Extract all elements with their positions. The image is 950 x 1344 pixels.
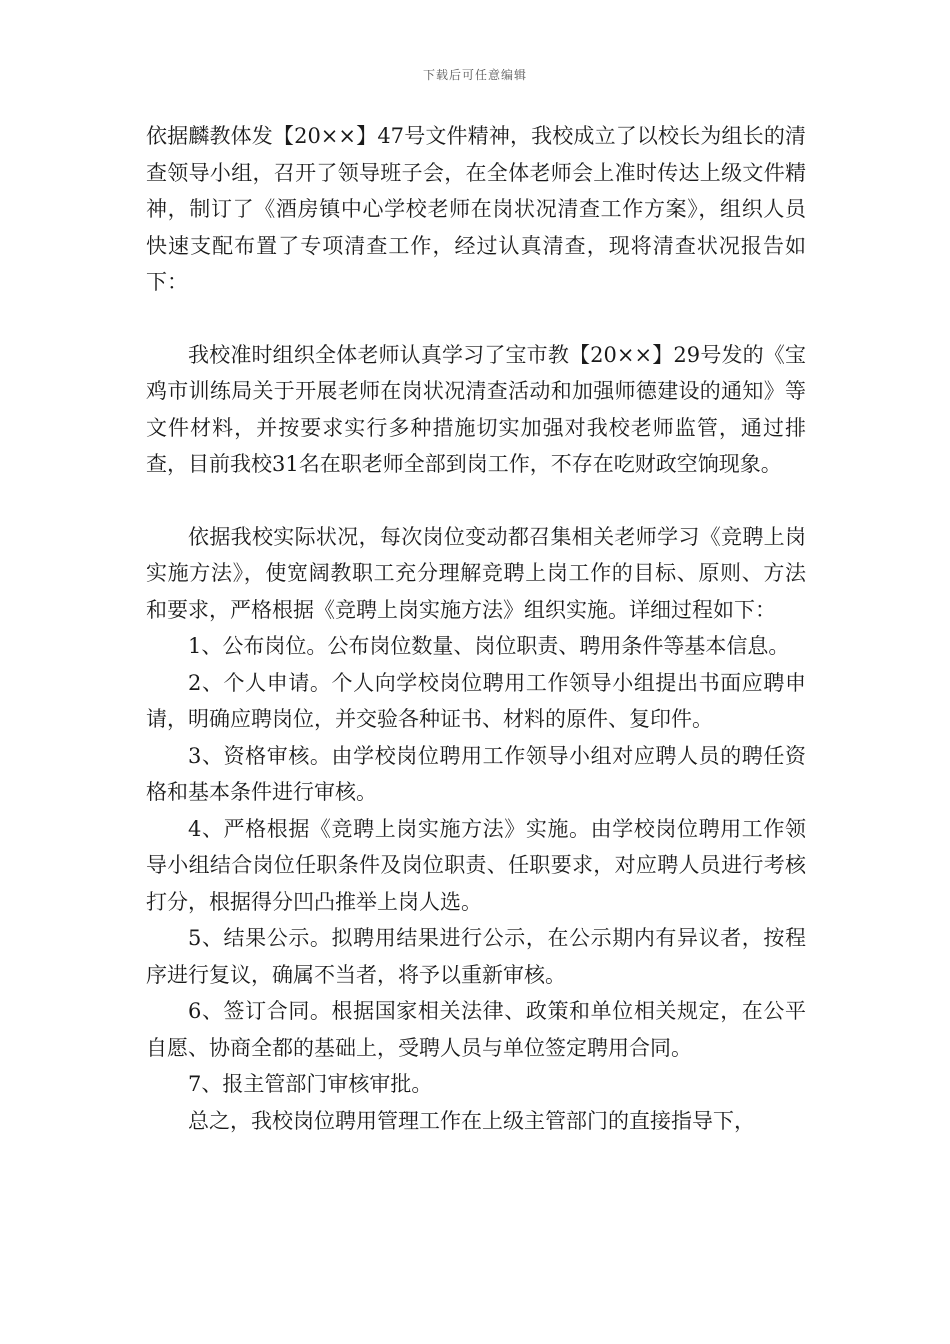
paragraph-spacer bbox=[146, 301, 806, 337]
list-item: 2、个人申请。个人向学校岗位聘用工作领导小组提出书面应聘申请，明确应聘岗位，并交验各种证书、材料的原件、复印件。 bbox=[146, 670, 806, 731]
paragraph-summary: 总之，我校岗位聘用管理工作在上级主管部门的直接指导下， bbox=[188, 1108, 755, 1133]
list-item: 7、报主管部门审核审批。 bbox=[188, 1072, 433, 1096]
list-item: 3、资格审核。由学校岗位聘用工作领导小组对应聘人员的聘任资格和基本条件进行审核。 bbox=[146, 743, 806, 804]
list-item: 4、严格根据《竞聘上岗实施方法》实施。由学校岗位聘用工作领导小组结合岗位任职条件及岗位职责、任职要求，对应聘人员进行考核打分，根据得分凹凸推举上岗人选。 bbox=[146, 816, 806, 914]
list-item: 6、签订合同。根据国家相关法律、政策和单位相关规定，在公平自愿、协商全都的基础上，受聘人员与单位签定聘用合同。 bbox=[146, 999, 806, 1060]
list-item: 5、结果公示。拟聘用结果进行公示，在公示期内有异议者，按程序进行复议，确属不当者，将予以重新审核。 bbox=[146, 926, 806, 987]
paragraph-study: 我校准时组织全体老师认真学习了宝市教【20××】29号发的《宝鸡市训练局关于开展老师在岗状况清查活动和加强师德建设的通知》等文件材料，并按要求实行多种措施切实加强对我校老师监管，通过排查，目前我校31名在职老师全部到岗工作，不存在吃财政空饷现象。 bbox=[146, 342, 806, 476]
list-item: 1、公布岗位。公布岗位数量、岗位职责、聘用条件等基本信息。 bbox=[188, 634, 790, 658]
paragraph-process: 依据我校实际状况，每次岗位变动都召集相关老师学习《竞聘上岗实施方法》，使宽阔教职工充分理解竞聘上岗工作的目标、原则、方法和要求，严格根据《竞聘上岗实施方法》组织实施。详细过程如下： bbox=[146, 524, 806, 622]
document-body bbox=[146, 118, 806, 1139]
page-header: 下载后可任意编辑 bbox=[422, 68, 527, 82]
paragraph-spacer bbox=[146, 483, 806, 519]
paragraph-intro: 依据麟教体发【20××】47号文件精神，我校成立了以校长为组长的清查领导小组，召开了领导班子会，在全体老师会上准时传达上级文件精神，制订了《酒房镇中心学校老师在岗状况清查工作方案》，组织人员快速支配布置了专项清查工作，经过认真清查，现将清查状况报告如下： bbox=[146, 124, 806, 294]
